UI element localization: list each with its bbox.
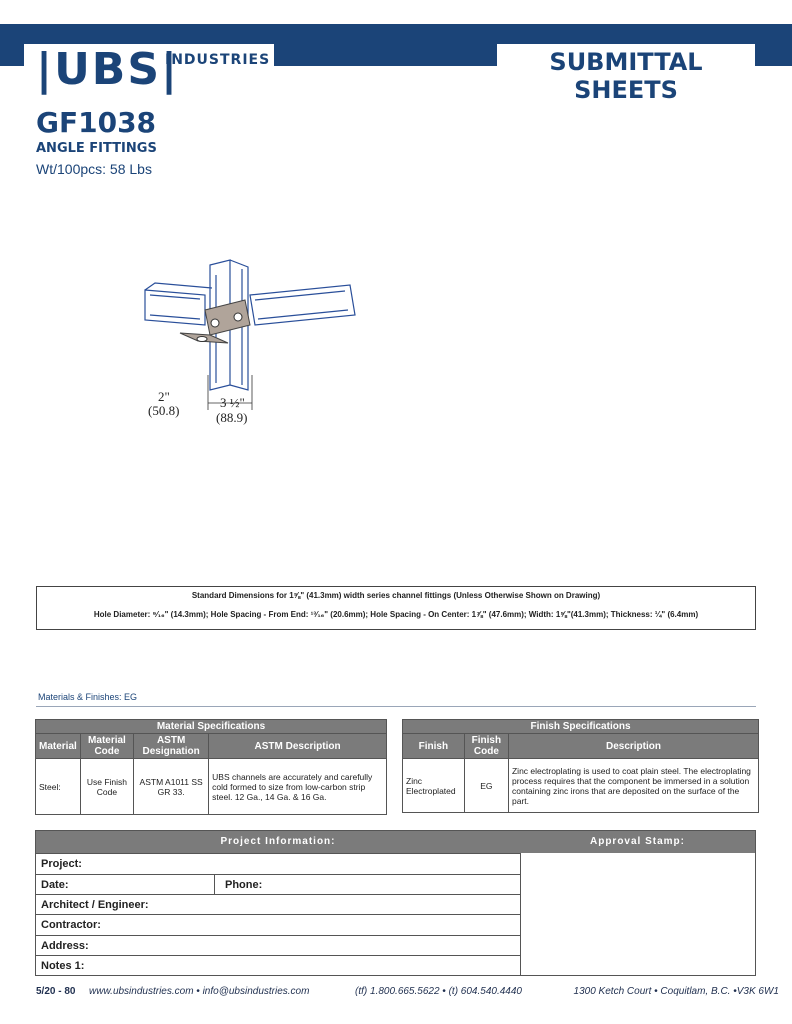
- footer-page: 5/20 - 80: [36, 986, 76, 997]
- field-date[interactable]: Date: Phone:: [36, 874, 520, 895]
- field-phone[interactable]: Phone:: [214, 875, 262, 895]
- col-description: Description: [508, 734, 758, 759]
- sheet-title: SUBMITTAL SHEETS: [549, 48, 703, 104]
- logo-industries: INDUSTRIES: [165, 52, 271, 68]
- dim-3half-mm: (88.9): [216, 410, 248, 425]
- approval-stamp-header: Approval Stamp:: [520, 831, 755, 853]
- approval-stamp-area: [520, 853, 756, 975]
- part-number: GF1038: [36, 106, 157, 139]
- materials-finishes-label: Materials & Finishes: EG: [38, 692, 138, 702]
- footer-address: 1300 Ketch Court • Coquitlam, B.C. •V3K 6W1: [573, 986, 779, 997]
- cell-finish-description: Zinc electroplating is used to coat plain steel. The electroplating process requires that the component be immersed in a solution containing zinc irons that are deposited on the surface of the part.: [508, 759, 758, 813]
- footer: [36, 986, 779, 997]
- standard-dimensions-box: [36, 586, 756, 630]
- col-material-code: Material Code: [80, 734, 133, 759]
- footer-web[interactable]: www.ubsindustries.com • info@ubsindustries.com: [89, 986, 310, 997]
- dimensions-line-1: Standard Dimensions for 1⅝" (41.3mm) width series channel fittings (Unless Otherwise Shown on Drawing): [191, 591, 601, 600]
- col-astm-description: ASTM Description: [209, 734, 387, 759]
- col-astm-designation: ASTM Designation: [134, 734, 209, 759]
- cell-astm-description: UBS channels are accurately and carefully cold formed to size from low-carbon strip steel. 12 Ga., 14 Ga. & 16 Ga.: [209, 759, 387, 815]
- logo-ubs: |UBS|: [36, 44, 180, 95]
- dimensions-line-2: Hole Diameter: ⁹⁄₁₆" (14.3mm); Hole Spacing - From End: ¹³⁄₁₆" (20.6mm); Hole Spacing - On Center: 1⅞" (47.6mm); Width: 1⅝"(41.3mm); Thickness: ¼" (6.4mm): [93, 610, 699, 619]
- finish-spec-title: Finish Specifications: [403, 720, 759, 734]
- finish-spec-table: [402, 719, 759, 813]
- divider: [36, 706, 756, 707]
- dim-2in: 2": [158, 389, 170, 404]
- col-material: Material: [36, 734, 81, 759]
- col-finish-code: Finish Code: [464, 734, 508, 759]
- field-contractor[interactable]: Contractor:: [36, 914, 520, 935]
- cell-finish-code: EG: [464, 759, 508, 813]
- cell-material-code: Use Finish Code: [80, 759, 133, 815]
- dim-2in-mm: (50.8): [148, 403, 180, 418]
- material-spec-title: Material Specifications: [36, 720, 387, 734]
- project-info-header: Project Information:: [36, 831, 520, 853]
- dim-3half-in: 3 ½": [220, 395, 245, 410]
- fitting-drawing: [130, 255, 370, 435]
- project-information-box: [35, 830, 756, 976]
- field-architect[interactable]: Architect / Engineer:: [36, 894, 520, 915]
- cell-finish: Zinc Electroplated: [403, 759, 465, 813]
- col-finish: Finish: [403, 734, 465, 759]
- material-spec-table: [35, 719, 387, 815]
- product-weight: Wt/100pcs: 58 Lbs: [36, 161, 152, 177]
- field-address[interactable]: Address:: [36, 935, 520, 956]
- cell-astm-designation: ASTM A1011 SS GR 33.: [134, 759, 209, 815]
- cell-material: Steel:: [36, 759, 81, 815]
- field-notes[interactable]: Notes 1:: [36, 955, 520, 976]
- field-project[interactable]: Project:: [36, 853, 520, 874]
- footer-phone: (tf) 1.800.665.5622 • (t) 604.540.4440: [355, 986, 522, 997]
- product-name: ANGLE FITTINGS: [36, 141, 157, 156]
